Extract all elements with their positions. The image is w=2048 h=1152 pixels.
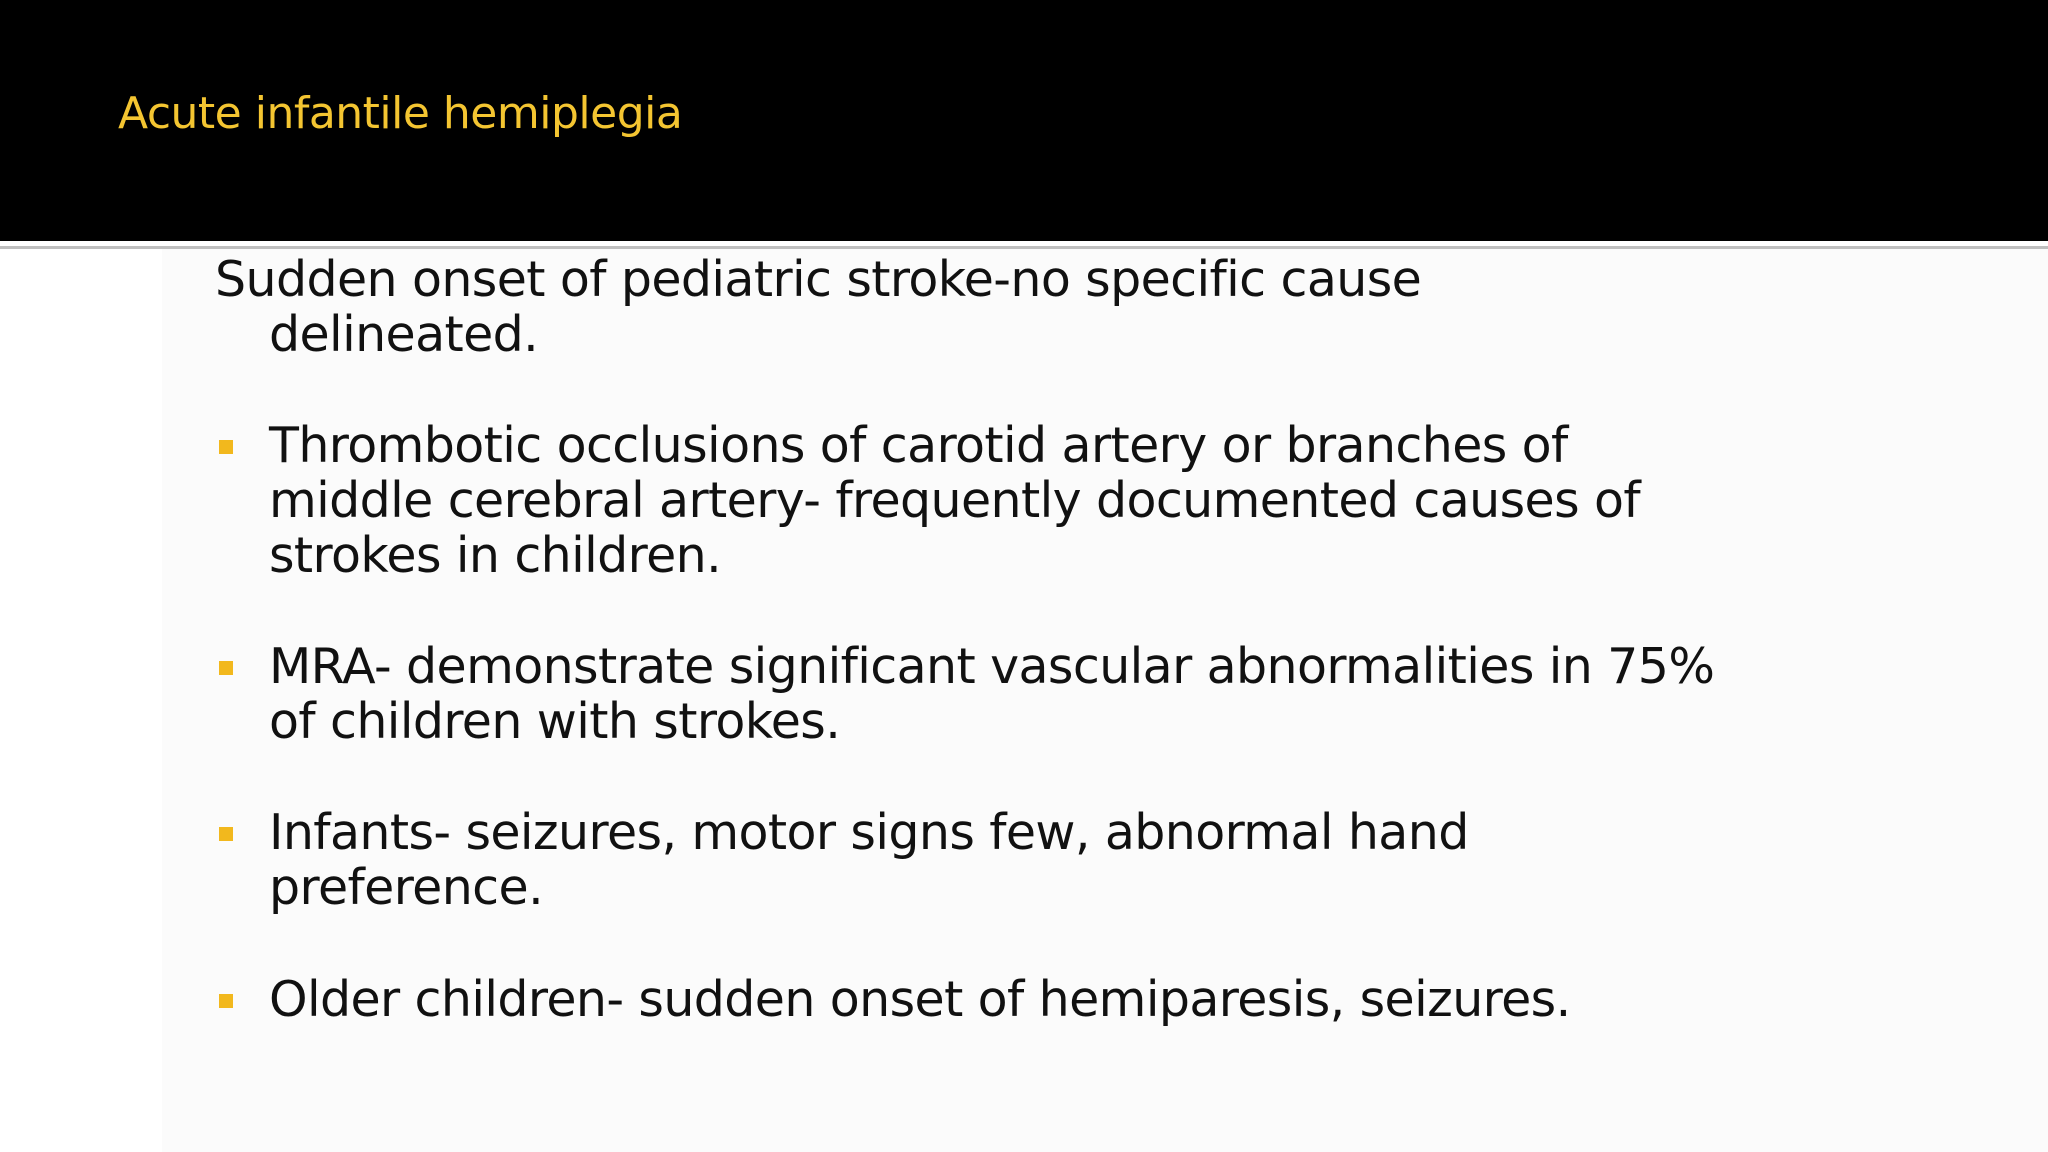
bullet-item-2 (215, 639, 1715, 749)
slide-title: Acute infantile hemiplegia (118, 88, 683, 139)
square-bullet-icon (219, 661, 233, 675)
intro-line-1: Sudden onset of pediatric stroke-no specific cause (215, 251, 1422, 308)
bullet-item-4 (215, 972, 1715, 1027)
bullet-item-3 (215, 805, 1715, 915)
bullet-text: Thrombotic occlusions of carotid artery or branches of middle cerebral artery- frequently documented causes of strokes in children. (269, 417, 1641, 584)
left-margin (0, 249, 162, 1152)
square-bullet-icon (219, 827, 233, 841)
bullet-text: Infants- seizures, motor signs few, abnormal hand preference. (269, 804, 1469, 916)
square-bullet-icon (219, 440, 233, 454)
intro-line-2: delineated. (269, 306, 539, 363)
intro-paragraph (215, 252, 1715, 362)
bullet-text: Older children- sudden onset of hemiparesis, seizures. (269, 971, 1571, 1028)
title-bar (0, 0, 2048, 241)
bullet-text: MRA- demonstrate significant vascular abnormalities in 75% of children with strokes. (269, 638, 1715, 750)
bullet-item-1 (215, 418, 1715, 583)
square-bullet-icon (219, 994, 233, 1008)
